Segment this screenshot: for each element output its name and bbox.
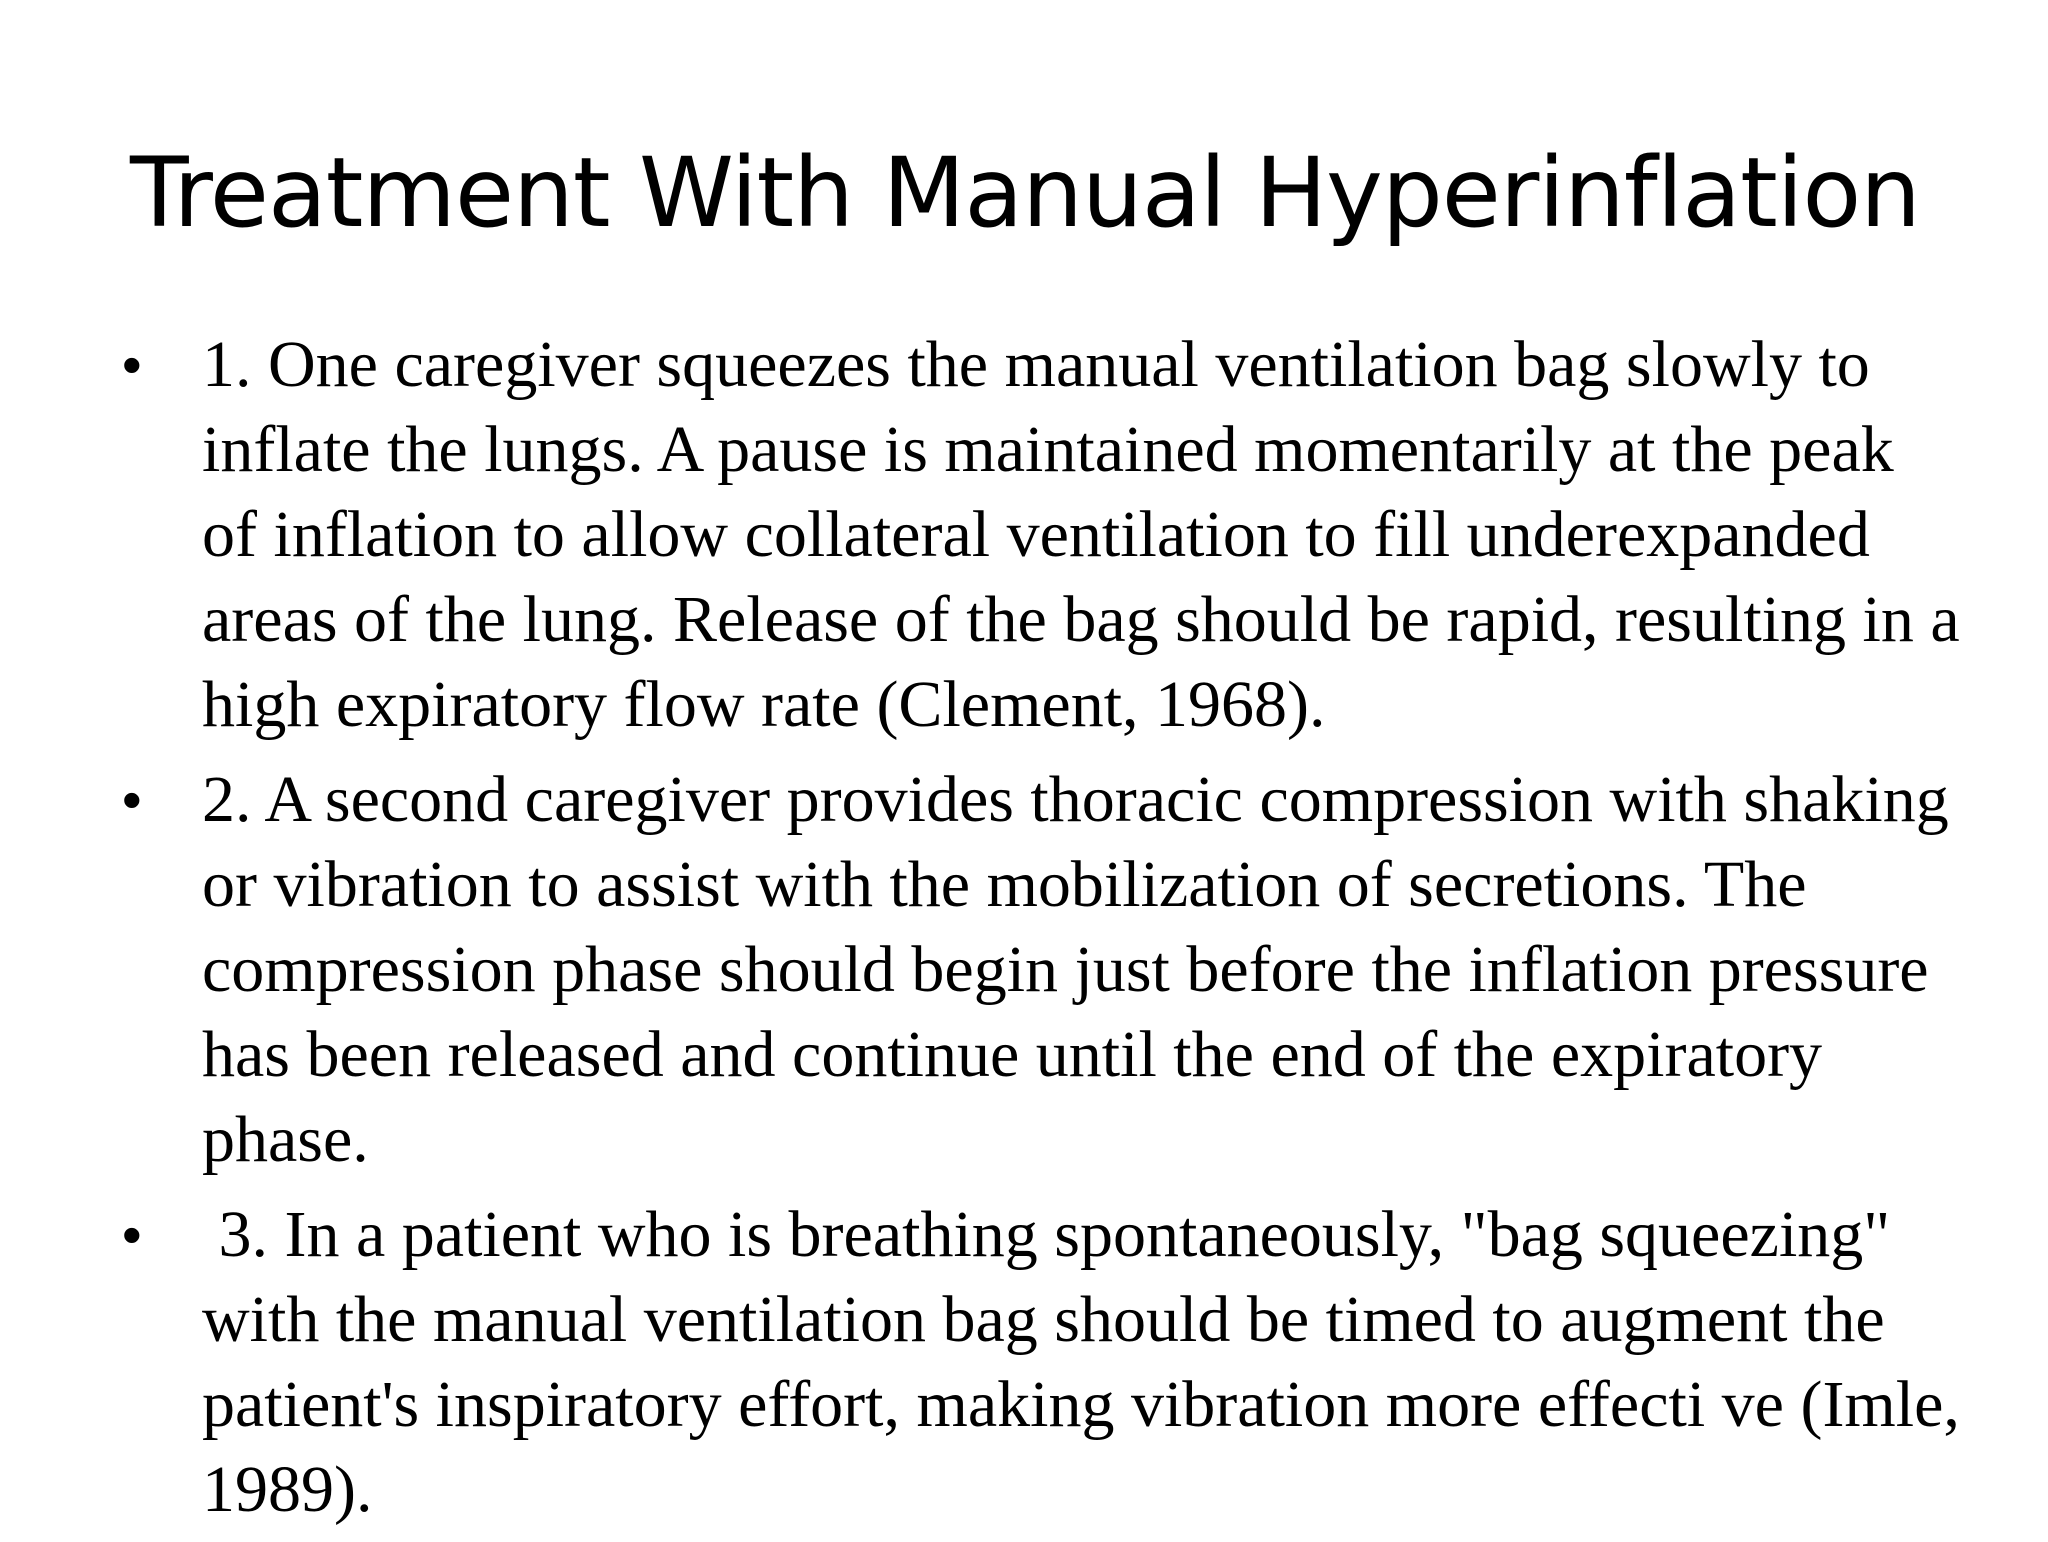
slide-title: Treatment With Manual Hyperinflation: [130, 137, 1921, 249]
bullet-item-3: [122, 1192, 1977, 1532]
bullet-text: 1. One caregiver squeezes the manual ventilation bag slowly to inflate the lungs. A pause is maintained momentarily at the peak of inflation to allow collateral ventilation to fill underexpanded areas of the lung. Release of the bag should be rapid, resulting in a high expiratory flow rate (Clement, 1968).: [202, 328, 1960, 741]
bullet-item-1: [122, 322, 1962, 747]
bullet-dot-icon: •: [122, 768, 142, 831]
bullet-text: 2. A second caregiver provides thoracic compression with shaking or vibration to assist with the mobilization of secretions. The compression phase should begin just before the inflation pressure has been released and continue until the end of the expiratory phase.: [202, 763, 1949, 1176]
bullet-dot-icon: •: [122, 333, 142, 396]
bullet-item-2: [122, 757, 1962, 1182]
bullet-text: 3. In a patient who is breathing spontaneously, "bag squeezing" with the manual ventilation bag should be timed to augment the patient's inspiratory effort, making vibration more effecti ve (Imle, 1989).: [202, 1198, 1977, 1526]
bullet-dot-icon: •: [122, 1203, 142, 1266]
bullet-list: [122, 322, 1977, 1542]
